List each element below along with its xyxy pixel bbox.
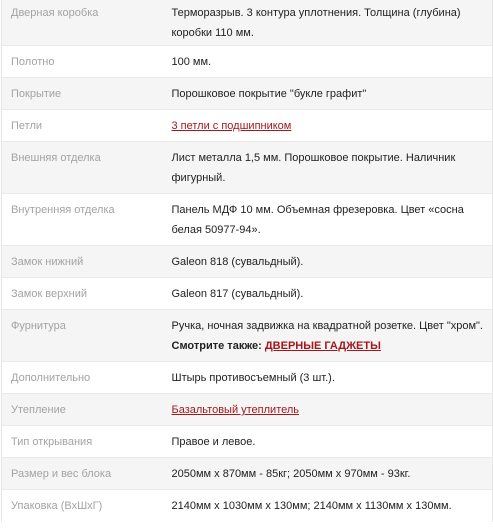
spec-row-hinges [2, 110, 493, 142]
spec-row-coating [2, 78, 493, 110]
spec-value: Штырь противосъемный (3 шт.). [171, 372, 335, 384]
spec-value: Ручка, ночная задвижка на квадратной розетке. Цвет "хром". [171, 320, 483, 332]
spec-value: Терморазрыв. 3 контура уплотнения. Толщина (глубина) коробки 110 мм. [171, 7, 461, 39]
spec-value: Панель МДФ 10 мм. Объемная фрезеровка. Цвет «сосна белая 50977-94». [171, 204, 464, 236]
spec-value: Лист металла 1,5 мм. Порошковое покрытие. Наличник фигурный. [171, 152, 456, 184]
spec-label: Петли [11, 120, 43, 132]
spec-row-leaf [2, 46, 493, 78]
spec-row-inner-finish [2, 194, 493, 246]
spec-label: Упаковка (ВхШхГ) [11, 500, 103, 512]
spec-row-fittings [2, 310, 493, 362]
insulation-link[interactable]: Базальтовый утеплитель [171, 404, 300, 416]
spec-value: Galeon 818 (сувальдный). [171, 256, 304, 268]
spec-row-door-frame [2, 0, 493, 46]
spec-row-size-weight [2, 458, 493, 490]
door-gadgets-link[interactable]: ДВЕРНЫЕ ГАДЖЕТЫ [264, 340, 381, 352]
spec-row-insulation [2, 394, 493, 426]
spec-value: Порошковое покрытие "букле графит" [171, 88, 367, 100]
spec-label: Дополнительно [11, 372, 91, 384]
spec-row-upper-lock [2, 278, 493, 310]
spec-label: Внешняя отделка [11, 152, 101, 164]
spec-value: 100 мм. [171, 56, 212, 68]
spec-label: Фурнитура [11, 320, 66, 332]
spec-row-outer-finish [2, 142, 493, 194]
spec-label: Размер и вес блока [11, 468, 112, 480]
spec-label: Дверная коробка [11, 7, 99, 19]
spec-value: 2140мм х 1030мм х 130мм; 2140мм х 1130мм х 130мм. [171, 500, 452, 512]
spec-row-lower-lock [2, 246, 493, 278]
spec-value: Galeon 817 (сувальдный). [171, 288, 304, 300]
spec-label: Полотно [11, 56, 55, 68]
see-also-label: Смотрите также: [171, 340, 262, 352]
spec-label: Тип открывания [11, 436, 93, 448]
spec-row-opening-type [2, 426, 493, 458]
spec-label: Утепление [11, 404, 66, 416]
spec-label: Замок нижний [11, 256, 84, 268]
spec-value: Правое и левое. [171, 436, 256, 448]
spec-label: Замок верхний [11, 288, 88, 300]
spec-value: 2050мм х 870мм - 85кг; 2050мм х 970мм - 93кг. [171, 468, 411, 480]
hinges-link[interactable]: 3 петли с подшипником [171, 120, 292, 132]
spec-label: Внутренняя отделка [11, 204, 115, 216]
specifications-table [1, 0, 493, 522]
spec-row-packaging [2, 490, 493, 522]
spec-label: Покрытие [11, 88, 62, 100]
spec-row-additional [2, 362, 493, 394]
